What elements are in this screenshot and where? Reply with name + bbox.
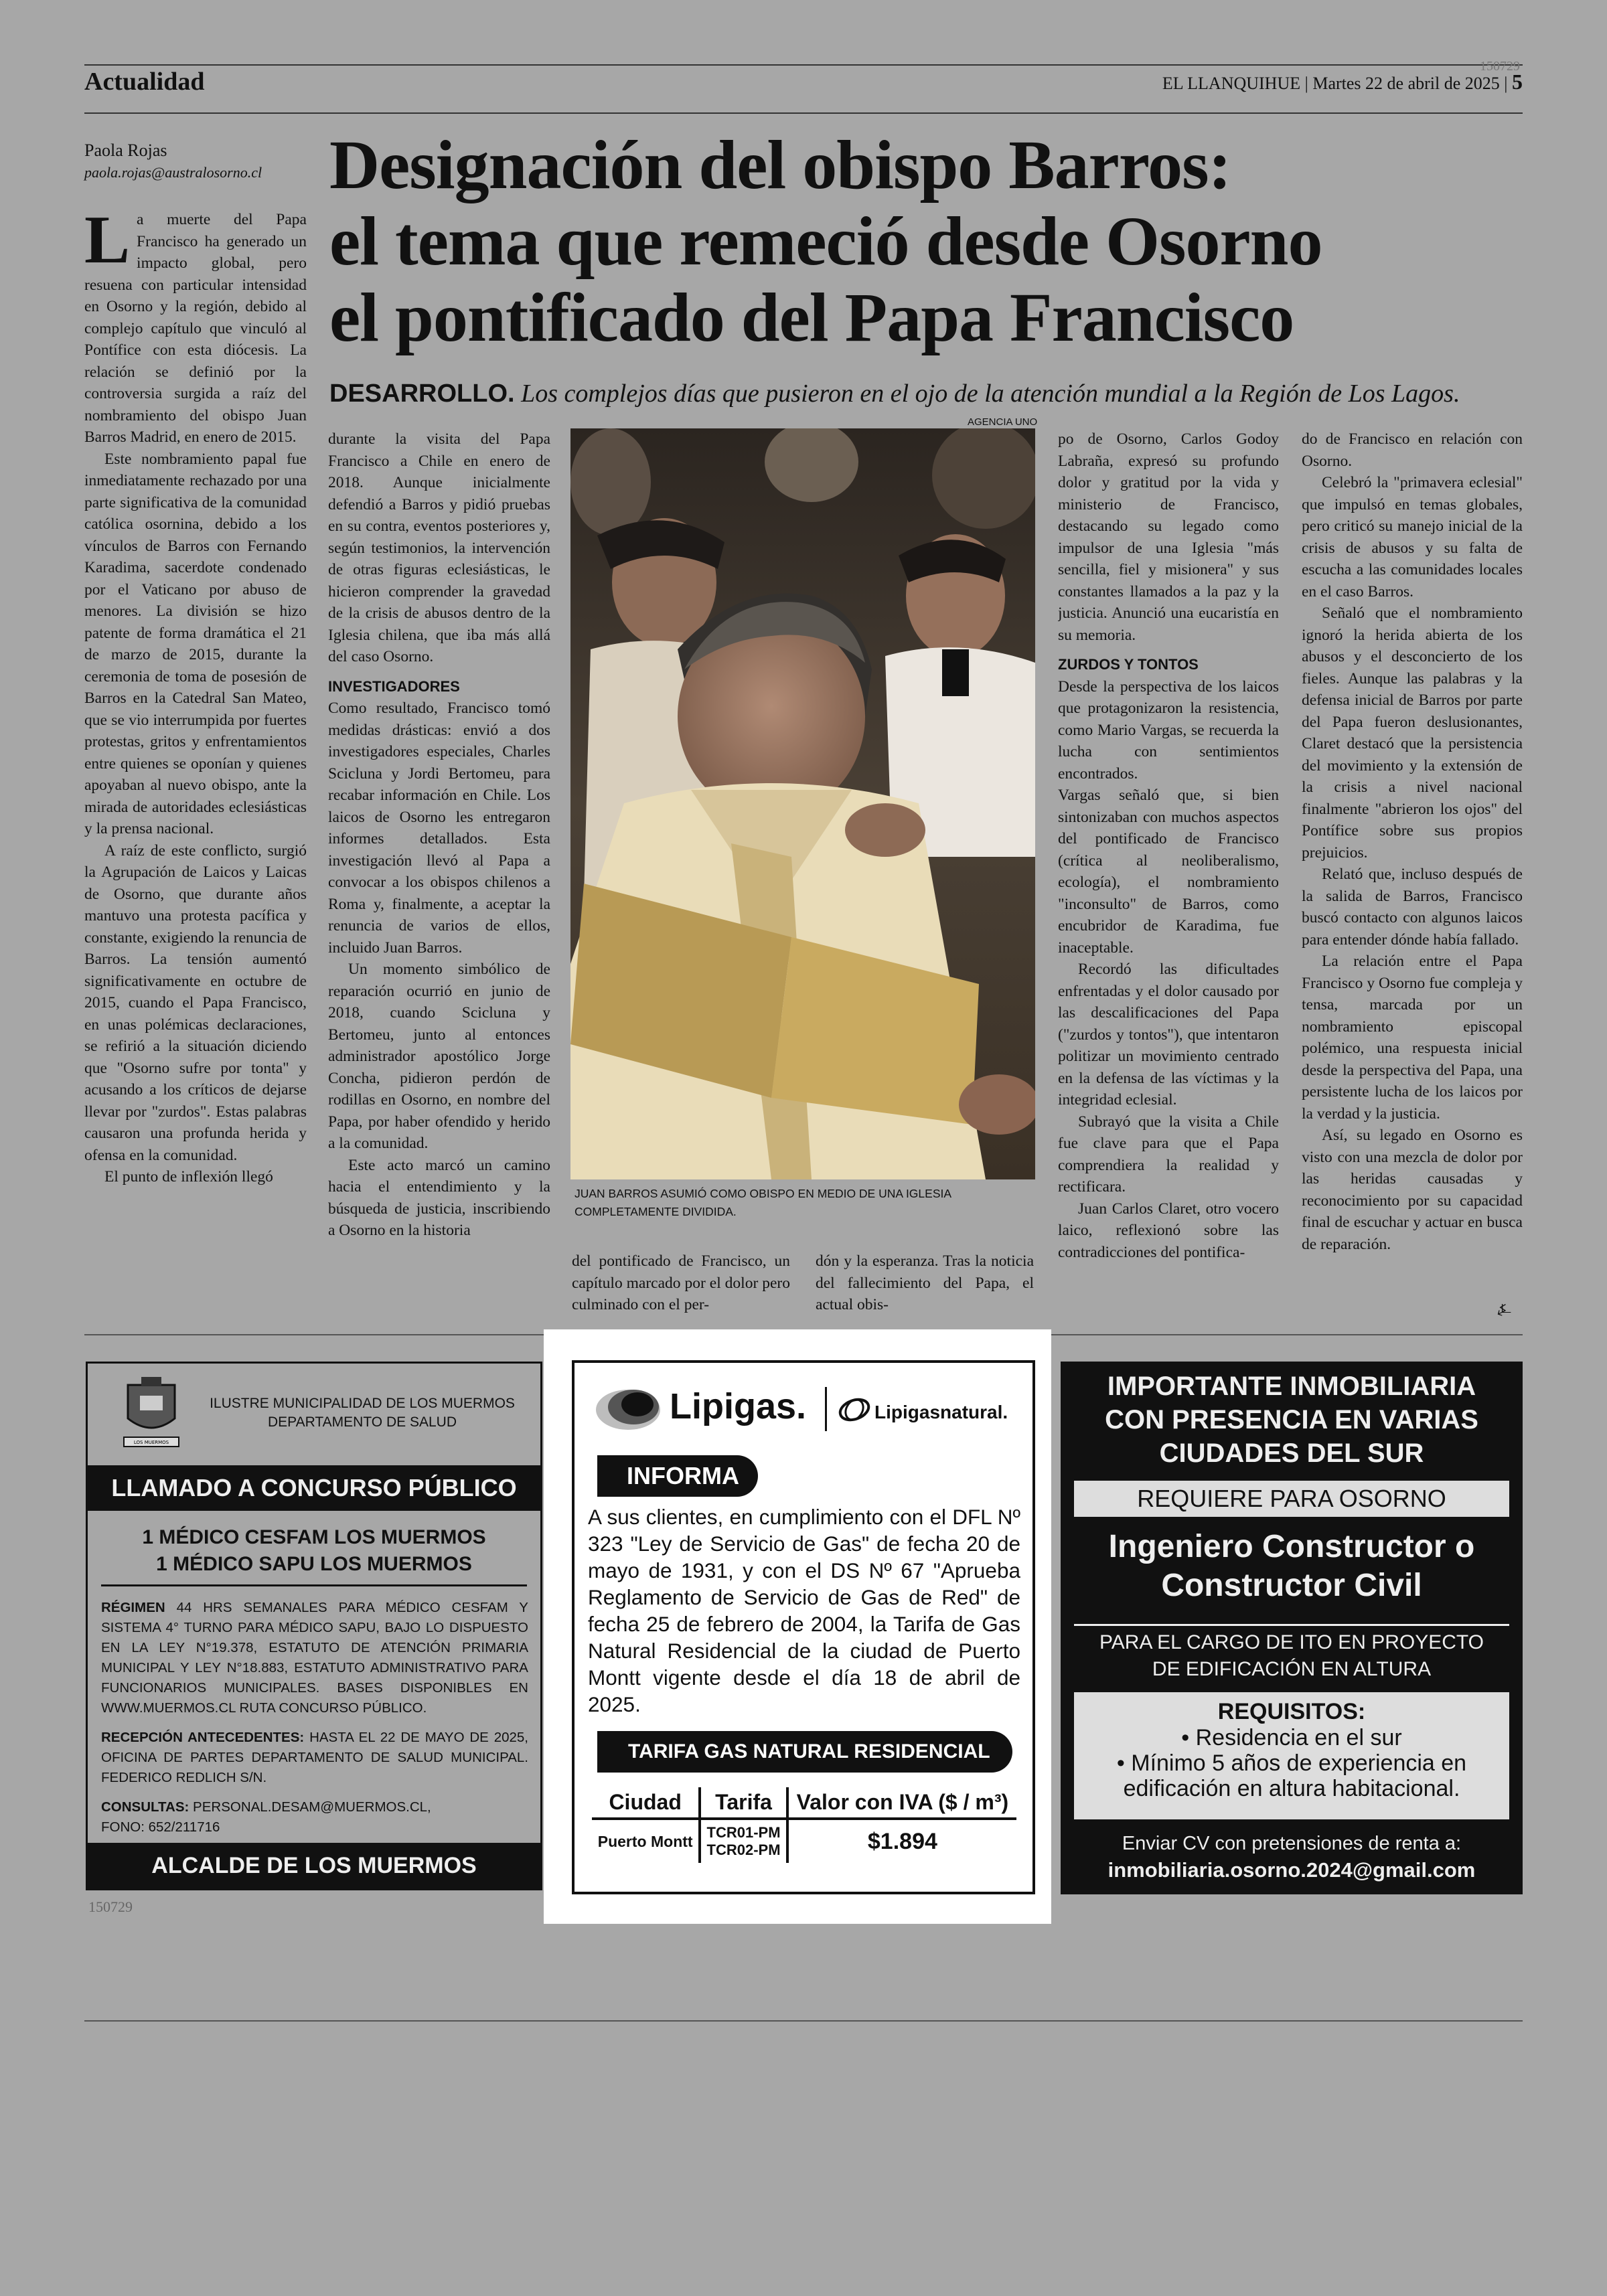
informa-label: INFORMA — [597, 1455, 758, 1497]
page-code: 150729 — [1480, 59, 1520, 74]
position-item: 1 MÉDICO SAPU LOS MUERMOS — [156, 1553, 472, 1575]
article-photo — [570, 428, 1035, 1179]
paragraph: El punto de inflexión llegó — [104, 1168, 273, 1185]
paragraph: Un momento simbólico de reparación ocurrió en junio de 2018, cuando Scicluna y Bertomeu, junto al entonces administrador apostólico Jorge Concha, pidieron perdón de rodillas en Osorno, en nombre del Papa, por haber ofendido y herido a la comunidad. — [328, 961, 550, 1152]
fono: FONO: 652/211716 — [101, 1819, 220, 1835]
crest-label: LOS MUERMOS — [133, 1440, 169, 1445]
heading-line: ILUSTRE MUNICIPALIDAD DE LOS MUERMOS — [210, 1396, 515, 1411]
paragraph: do de Francisco en relación con Osorno. — [1302, 430, 1523, 470]
table-header: Valor con IVA ($ / m³) — [787, 1787, 1016, 1819]
author-name: Paola Rojas — [84, 141, 167, 160]
table-header-row — [592, 1787, 1016, 1819]
paper-name: EL LLANQUIHUE — [1162, 74, 1301, 93]
heading-line: DEPARTAMENTO DE SALUD — [267, 1414, 457, 1430]
lipigas-logo — [595, 1376, 1016, 1443]
paragraph: Recordó las dificultades enfrentadas y el dolor causado por las descalificaciones del Papa ("zurdos y tontos"), que intentaron politizar un movimiento centrado en la defensa de las víctimas y la integridad eclesial. — [1058, 961, 1279, 1109]
municipal-body — [101, 1598, 528, 1837]
ad-inmobiliaria — [1061, 1362, 1523, 1894]
paragraph: Como resultado, Francisco tomó medidas drásticas: envió a dos investigadores especiales, Charles Scicluna y Jordi Bertomeu, para recabar información en Chile. Los laicos de Osorno les entregaron informes detallados. Esta investigación llevó al Papa a convocar a los obispos chilenos a Roma y, finalmente, a aceptar la renuncia de varios de ellos, incluido Juan Barros. — [328, 700, 550, 957]
heading-line: CON PRESENCIA EN VARIAS — [1105, 1405, 1478, 1434]
paragraph: Subrayó que la visita a Chile fue clave para que el Papa comprendiera la realidad y rectificara. — [1058, 1113, 1279, 1196]
recepcion-label: RECEPCIÓN ANTECEDENTES: — [101, 1730, 305, 1745]
table-row — [592, 1819, 1016, 1863]
cv-instructions — [1061, 1830, 1523, 1884]
tarifa-code: TCR02-PM — [706, 1841, 781, 1858]
paragraph: Desde la perspectiva de los laicos que protagonizaron la resistencia, como Mario Vargas, se recuerda la lucha con sentimientos encontrados. — [1058, 677, 1279, 783]
article-column-5 — [1058, 428, 1279, 1320]
paragraph: Relató que, incluso después de la salida de Barros, Francisco buscó contacto con algunos laicos para entender dónde había fallado. — [1302, 866, 1523, 949]
subhead-kicker: DESARROLLO. — [329, 380, 515, 408]
article-column-2 — [328, 428, 550, 1320]
table-cell-tarifa — [700, 1819, 787, 1863]
paragraph: dón y la esperanza. Tras la noticia del fallecimiento del Papa, el actual obis- — [816, 1252, 1034, 1313]
positions — [88, 1524, 540, 1578]
requisitos-box — [1074, 1692, 1509, 1819]
paragraph: A raíz de este conflicto, surgió la Agrupación de Laicos y Laicas de Osorno, que durante años mantuvo una protesta pacífica y constante, exigiendo la renuncia de Barros. La tensión aumentó significativamente en octubre de 2015, cuando el Papa Francisco, en unas polémicas declaraciones, se refirió a la situación diciendo que "Osorno sufre por tonta" y acusando a los críticos de dejarse llevar por "zurdos". Estas palabras causaron una profunda herida y ofensa en la comunidad. — [84, 841, 307, 1164]
paragraph: Este acto marcó un camino hacia el entendimiento y la búsqueda de justicia, inscribiendo a Osorno en la historia — [328, 1156, 550, 1239]
headline-line: el tema que remeció desde Osorno — [329, 203, 1322, 280]
paper-info: EL LLANQUIHUE | Martes 22 de abril de 2025 | 5 — [1162, 70, 1523, 94]
paragraph: del pontificado de Francisco, un capítulo marcado por el dolor pero culminado con el per- — [572, 1252, 790, 1313]
table-cell-valor: $1.894 — [787, 1819, 1016, 1863]
ad-lipigas — [572, 1360, 1035, 1894]
divider — [1074, 1624, 1509, 1626]
cv-line: Enviar CV con pretensiones de renta a: — [1122, 1833, 1462, 1854]
headline-line: Designación del obispo Barros: — [329, 127, 1231, 203]
position-item: 1 MÉDICO CESFAM LOS MUERMOS — [142, 1526, 486, 1548]
role-line: Ingeniero Constructor o — [1108, 1529, 1475, 1564]
subhead-text: Los complejos días que pusieron en el ojo de la atención mundial a la Región de Los Lagos. — [521, 380, 1460, 408]
author-email[interactable]: paola.rojas@australosorno.cl — [84, 164, 262, 181]
article-headline — [329, 127, 1528, 356]
requisito-item: • Mínimo 5 años de experiencia en — [1116, 1750, 1467, 1776]
tarifa-title: TARIFA GAS NATURAL RESIDENCIAL — [597, 1731, 1012, 1773]
consultas-email[interactable]: PERSONAL.DESAM@MUERMOS.CL, — [193, 1799, 431, 1815]
cargo-line: PARA EL CARGO DE ITO EN PROYECTO — [1099, 1631, 1484, 1653]
alcalde-footer: ALCALDE DE LOS MUERMOS — [88, 1843, 540, 1888]
role-line: Constructor Civil — [1161, 1568, 1422, 1603]
section-label: Actualidad — [84, 68, 205, 96]
requisito-item: • Residencia en el sur — [1181, 1725, 1402, 1750]
paragraph: Señaló que el nombramiento ignoró la herida abierta de los abusos y el desconcierto de los fieles. Aunque las palabras y la defensa inicial de Barros por parte del Papa fueron deslusionantes, Claret destacó que la persistencia del movimiento y la extensión de la crisis a nivel nacional finalmente "abrieron los ojos" del Pontífice sobre sus propios prejuicios. — [1302, 604, 1523, 862]
subheading: INVESTIGADORES — [328, 677, 460, 695]
requisitos-title: REQUISITOS: — [1217, 1699, 1366, 1724]
headline-line: el pontificado del Papa Francisco — [329, 279, 1294, 356]
paragraph: Así, su legado en Osorno es visto con una mezcla de dolor por las heridas causadas y reconocimiento por su capacidad final de escuchar y actuar en busca de reparación. — [1302, 1127, 1523, 1253]
regimen-label: RÉGIMEN — [101, 1600, 165, 1615]
paragraph: Juan Carlos Claret, otro vocero laico, reflexionó sobre las contradicciones del pontifica- — [1058, 1200, 1279, 1261]
job-role — [1061, 1528, 1523, 1605]
ad-code: 150729 — [88, 1898, 133, 1915]
heading-line: IMPORTANTE INMOBILIARIA — [1107, 1372, 1476, 1401]
concurso-banner: LLAMADO A CONCURSO PÚBLICO — [88, 1465, 540, 1511]
paragraph: po de Osorno, Carlos Godoy Labraña, expresó su profundo dolor y gratitud por la vida y ministerio de Francisco, destacando su legado como impulsor de una Iglesia "más sencilla, fiel y misionera" y sus constantes llamados a la paz y la justicia. Anunció una eucaristía en su memoria. — [1058, 430, 1279, 644]
article-subhead — [329, 379, 1528, 408]
divider — [101, 1584, 527, 1586]
consultas-label: CONSULTAS: — [101, 1799, 189, 1815]
article-column-6 — [1302, 428, 1523, 1320]
paragraph: a muerte del Papa Francisco ha generado un impacto global, pero resuena con particular intensidad en Osorno y la región, debido al complejo capítulo que vinculó al Pontífice con esta diócesis. La relación se definió por la controversia surgida a raíz del nombramiento del obispo Juan Barros Madrid, en enero de 2015. — [84, 211, 307, 446]
requisito-item: edificación en altura habitacional. — [1123, 1776, 1460, 1801]
inmobiliaria-heading — [1061, 1370, 1523, 1470]
lipigas-logo-icon — [595, 1382, 664, 1435]
subheading: ZURDOS Y TONTOS — [1058, 656, 1199, 673]
tarifa-table — [592, 1787, 1016, 1863]
paper-date: Martes 22 de abril de 2025 — [1312, 74, 1500, 93]
lipigas-brand: Lipigas. — [670, 1386, 807, 1426]
ad-municipal — [86, 1362, 542, 1890]
table-header: Ciudad — [592, 1787, 700, 1819]
drop-cap: L — [84, 209, 131, 278]
photo-credit: AGENCIA UNO — [968, 416, 1038, 428]
municipal-heading — [188, 1394, 536, 1432]
paragraph: Celebró la "primavera eclesial" que impulsó en temas globales, pero criticó su manejo inicial de la crisis de abusos y su falta de escucha a las comunidades locales en el caso Barros. — [1302, 474, 1523, 600]
tarifa-code: TCR01-PM — [706, 1824, 781, 1841]
heading-line: CIUDADES DEL SUR — [1159, 1439, 1424, 1468]
article-column-3 — [572, 1250, 790, 1320]
lipigasnatural-logo-icon — [837, 1396, 872, 1423]
requiere-label: REQUIERE PARA OSORNO — [1074, 1481, 1509, 1517]
paragraph: durante la visita del Papa Francisco a Chile en enero de 2018. Aunque inicialmente defendió a Barros y pidió pruebas en su contra, eventos posteriores y, según testimonios, la intervención de otras figuras eclesiásticas, le hicieron comprender la gravedad de la crisis de abusos dentro de la Iglesia chilena, que iba más allá del caso Osorno. — [328, 430, 550, 665]
paragraph: Este nombramiento papal fue inmediatamente rechazado por una parte significativa de la comunidad católica osornina, debido a los vínculos de Barros con Fernando Karadima, sacerdote condenado por el Vaticano por abuso de menores. La división se hizo patente de forma dramática el 21 de marzo de 2015, durante la ceremonia de toma de posesión de Barros en la Catedral San Mateo, que se vio interrumpida por fuertes protestas, gritos y enfrentamientos entre quienes se oponían y quienes apoyaban al nuevo obispo, ante la mirada de autoridades eclesiásticas y la prensa nacional. — [84, 450, 307, 837]
lipigas-notice: A sus clientes, en cumplimiento con el DFL Nº 323 "Ley de Servicio de Gas" de fecha 20 de mayo de 1931, y con el DS Nº 67 "Aprueba Reglamento de Servicio de Gas de Red" de fecha 25 de febrero de 2004, la Tarifa de Gas Natural Residencial de la ciudad de Puerto Montt vigente desde el día 18 de abril de 2025. — [588, 1505, 1020, 1716]
table-header: Tarifa — [700, 1787, 787, 1819]
paragraph: Vargas señaló que, si bien sintonizaban con muchos aspectos del pontificado de Francisco (crítica al neoliberalismo, ecología), el nombramiento "inconsulto" de Barros, como encubridor de Karadima, fue inaceptable. — [1058, 787, 1279, 957]
end-mark-icon: ⍼ — [1497, 1301, 1511, 1319]
cargo-line: DE EDIFICACIÓN EN ALTURA — [1152, 1658, 1432, 1680]
paragraph: La relación entre el Papa Francisco y Osorno fue compleja y tensa, marcada por un nombramiento episcopal polémico, una respuesta inicial desde la perspectiva del Papa, una persistente lucha de los laicos por la verdad y la justicia. — [1302, 953, 1523, 1123]
article-column-1 — [84, 209, 307, 1320]
municipal-crest-icon — [121, 1376, 181, 1449]
cargo-description — [1061, 1629, 1523, 1683]
contact-email[interactable]: inmobiliaria.osorno.2024@gmail.com — [1107, 1858, 1476, 1882]
photo-caption: JUAN BARROS ASUMIÓ COMO OBISPO EN MEDIO DE UNA IGLESIA COMPLETAMENTE DIVIDIDA. — [575, 1187, 951, 1218]
page-bottom-rule — [84, 2020, 1523, 2022]
page-number: 5 — [1512, 70, 1523, 94]
logo-divider — [825, 1387, 827, 1431]
recepcion-text: HASTA EL 22 DE MAYO DE 2025, OFICINA DE PARTES DEPARTAMENTO DE SALUD MUNICIPAL. FEDERICO REDLICH S/N. — [101, 1730, 528, 1785]
table-cell-ciudad: Puerto Montt — [597, 1832, 693, 1850]
lipigasnatural-brand: Lipigasnatural. — [874, 1402, 1008, 1422]
article-column-4 — [816, 1250, 1034, 1320]
regimen-text: 44 HRS SEMANALES PARA MÉDICO CESFAM Y SISTEMA 4° TURNO PARA MÉDICO SAPU, BAJO LO DISPUESTO EN LA LEY N°19.378, ESTATUTO DE ATENCIÓN PRIMARIA MUNICIPAL Y LEY N°18.883, ESTATUTO ADMINISTRATIVO PARA FUNCIONARIOS MUNICIPALES. BASES DISPONIBLES EN WWW.MUERMOS.CL RUTA CONCURSO PÚBLICO. — [101, 1600, 528, 1716]
